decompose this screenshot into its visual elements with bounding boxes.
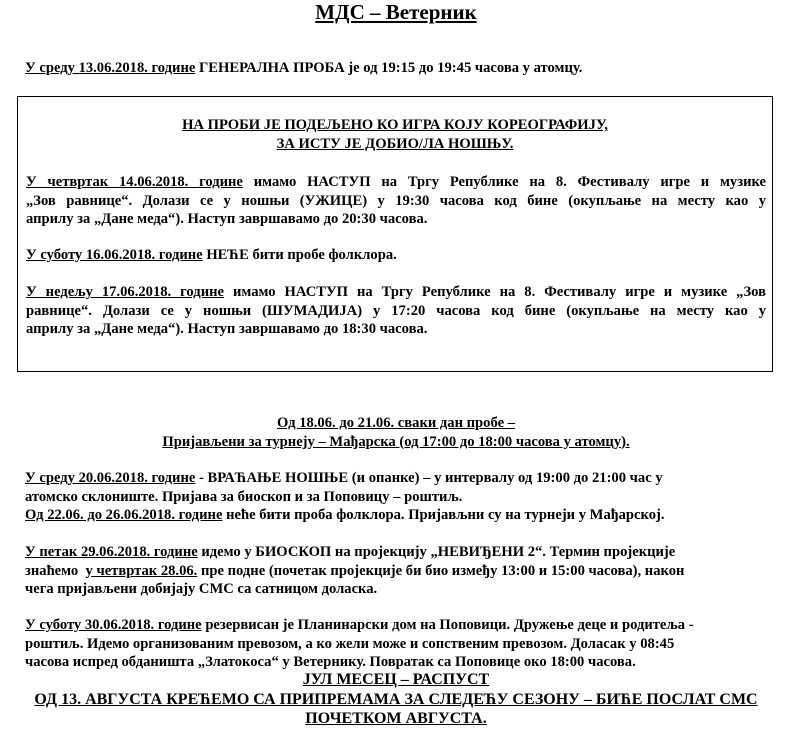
date-label: У среду 20.06.2018. године — [25, 470, 196, 486]
costume-return-section — [25, 469, 767, 525]
rehearsal-schedule-heading — [0, 414, 792, 451]
box-heading — [18, 116, 772, 153]
footer-line-2: ОД 13. АВГУСТА КРЕЋЕМО СА ПРИПРЕМАМА ЗА СЛЕДЕЋУ СЕЗОНУ – БИЋЕ ПОСЛАТ СМС — [34, 690, 758, 708]
paragraph-line — [26, 283, 766, 302]
line-text: ГЕНЕРАЛНА ПРОБА је од 19:15 до 19:45 часова у атомцу. — [195, 60, 583, 76]
paragraph-line — [25, 506, 767, 525]
paragraph-line — [26, 173, 766, 192]
general-rehearsal-line — [25, 59, 582, 78]
paragraph-line — [25, 543, 767, 562]
date-label: У суботу 16.06.2018. године — [26, 247, 203, 263]
paragraph-line: априлу за „Дане меда“). Наступ завршавамо до 20:30 часова. — [26, 211, 428, 227]
line-text: - ВРАЋАЊЕ НОШЊЕ (и опанке) – у интервалу од 19:00 до 21:00 час у — [195, 470, 663, 486]
notice-box — [17, 96, 773, 372]
footer-line-1: ЈУЛ МЕСЕЦ – РАСПУСТ — [302, 671, 490, 688]
paragraph-line: часова испред обданишта „Златокоса“ у Ветернику. Повратак са Поповице око 18:00 часова. — [25, 654, 636, 670]
performance-thursday-paragraph — [26, 173, 766, 229]
paragraph-line: атомско склониште. Пријава за биоскоп и за Поповицу – роштиљ. — [25, 488, 463, 505]
box-heading-line-2: ЗА ИСТУ ЈЕ ДОБИО/ЛА НОШЊУ. — [276, 135, 514, 152]
paragraph-line — [25, 616, 767, 635]
popovica-trip-section — [25, 616, 767, 672]
date-label: У недељу 17.06.2018. године — [26, 284, 224, 300]
paragraph-line: чега пријављени добијају СМС са сатницом доласка. — [25, 581, 378, 597]
schedule-heading-line-2: Пријављени за турнеју – Мађарска (од 17:00 до 18:00 часова у атомцу). — [162, 433, 630, 450]
saturday-no-rehearsal-paragraph — [26, 246, 766, 265]
box-heading-line-1: НА ПРОБИ ЈЕ ПОДЕЉЕНО КО ИГРА КОЈУ КОРЕОГРАФИЈУ, — [182, 117, 608, 133]
line-text: имамо НАСТУП на Тргу Републике на 8. Фестивалу игре и музике — [242, 174, 767, 190]
line-text: пре подне (почетак пројекције би био између 13:00 и 15:00 часова), након — [197, 562, 685, 579]
date-label: у четвртак 28.06. — [85, 562, 198, 579]
line-text: имамо НАСТУП на Тргу Републике на 8. Фестивалу игре и музике „Зов — [224, 284, 766, 300]
performance-sunday-paragraph — [26, 283, 766, 339]
paragraph-line: априлу за „Дане меда“). Наступ завршавамо до 18:30 часова. — [26, 321, 428, 337]
line-text: НЕЋЕ бити пробе фолклора. — [202, 247, 397, 263]
line-text: неће бити проба фолклора. Пријављни су на турнеји у Мађарској. — [222, 507, 665, 523]
schedule-heading-line-1: Од 18.06. до 21.06. сваки дан пробе – — [277, 415, 515, 431]
date-label: У среду 13.06.2018. године — [25, 60, 196, 76]
date-label: У петак 29.06.2018. године — [25, 544, 198, 560]
line-text: знаћемо — [25, 562, 79, 579]
paragraph-line: „Зов равнице“. Долази се у ношњи (УЖИЦЕ) у 19:30 часова код бине (окупљање на месту као у — [26, 192, 766, 209]
paragraph-line: равнице“. Долази се у ношњи (ШУМАДИЈА) у 17:20 часова код бине (окупљање на месту као у — [26, 302, 766, 319]
line-text: резервисан је Планинарски дом на Поповици. Дружење деце и родитеља - — [201, 617, 694, 633]
paragraph-line — [26, 246, 766, 265]
document-title: МДС – Ветерник — [315, 0, 477, 24]
date-label: Од 22.06. до 26.06.2018. године — [25, 507, 223, 523]
paragraph-line: роштиљ. Идемо организованим превозом, а ко жели може и сопственим превозом. Доласак у 08:45 — [25, 635, 675, 652]
paragraph-line — [25, 562, 767, 581]
date-label: У четвртак 14.06.2018. године — [26, 174, 243, 190]
footer-line-3: ПОЧЕТКОМ АВГУСТА. — [305, 710, 487, 727]
date-label: У суботу 30.06.2018. године — [25, 617, 202, 633]
line-text: идемо у БИОСКОП на пројекцију „НЕВИЂЕНИ 2“. Термин пројекције — [197, 544, 676, 560]
footer-announcement — [0, 670, 792, 729]
paragraph-line — [25, 469, 767, 488]
cinema-section — [25, 543, 767, 599]
